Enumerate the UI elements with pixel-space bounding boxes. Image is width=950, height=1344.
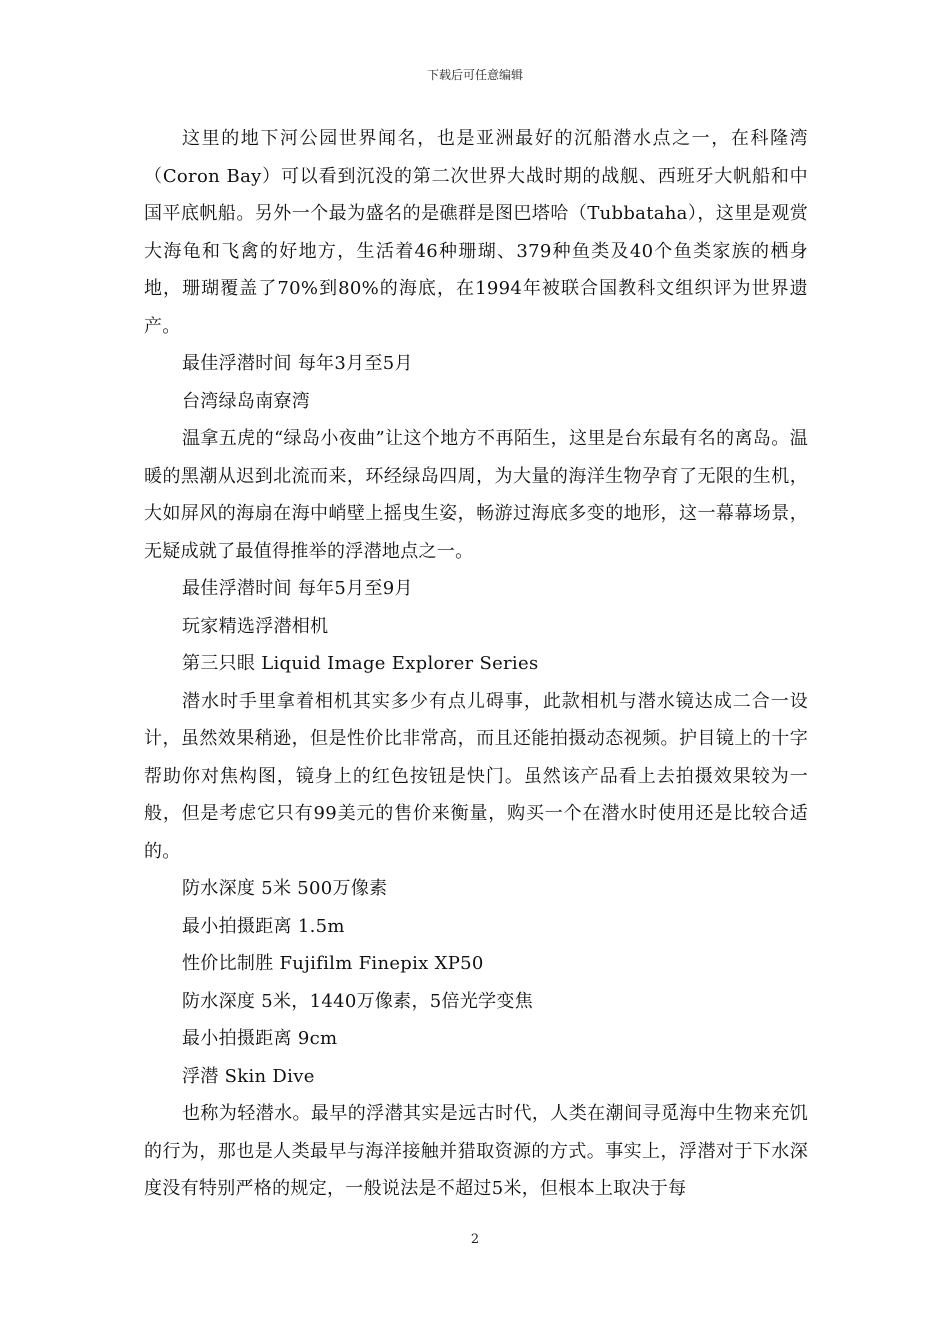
paragraph-6: 玩家精选浮潜相机: [182, 615, 329, 637]
paragraph-12: 防水深度 5米，1440万像素，5倍光学变焦: [182, 990, 534, 1012]
page-number: 2: [470, 1232, 480, 1247]
paragraph-2: 最佳浮潜时间 每年3月至5月: [182, 353, 413, 374]
page-header: 下载后可任意编辑: [426, 68, 523, 82]
document-body: [144, 120, 808, 1208]
paragraph-14: 浮潜 Skin Dive: [182, 1065, 315, 1087]
paragraph-9: 防水深度 5米 500万像素: [182, 878, 388, 899]
paragraph-15: 也称为轻潜水。最早的浮潜其实是远古时代，人类在潮间寻觅海中生物来充饥的行为，那也是人类最早与海洋接触并猎取资源的方式。事实上，浮潜对于下水深度没有特别严格的规定，一般说法是不超过5米，但根本上取决于每: [144, 1103, 808, 1199]
paragraph-10: 最小拍摄距离 1.5m: [182, 915, 345, 937]
paragraph-11: 性价比制胜 Fujifilm Finepix XP50: [182, 953, 484, 974]
paragraph-5: 最佳浮潜时间 每年5月至9月: [182, 578, 413, 599]
paragraph-7: 第三只眼 Liquid Image Explorer Series: [182, 653, 539, 674]
paragraph-1: 这里的地下河公园世界闻名，也是亚洲最好的沉船潜水点之一，在科隆湾（Coron Bay）可以看到沉没的第二次世界大战时期的战舰、西班牙大帆船和中国平底帆船。另外一个最为盛名的是礁群是图巴塔哈（Tubbataha），这里是观赏大海龟和飞禽的好地方，生活着46种珊瑚、379种鱼类及40个鱼类家族的栖身地，珊瑚覆盖了70%到80%的海底，在1994年被联合国教科文组织评为世界遗产。: [144, 128, 808, 337]
paragraph-3: 台湾绿岛南寮湾: [182, 390, 311, 412]
paragraph-4: 温拿五虎的“绿岛小夜曲”让这个地方不再陌生，这里是台东最有名的离岛。温暖的黑潮从迟到北流而来，环经绿岛四周，为大量的海洋生物孕育了无限的生机，大如屏风的海扇在海中峭壁上摇曳生姿，畅游过海底多变的地形，这一幕幕场景，无疑成就了最值得推举的浮潜地点之一。: [144, 428, 808, 562]
paragraph-13: 最小拍摄距离 9cm: [182, 1028, 338, 1049]
paragraph-8: 潜水时手里拿着相机其实多少有点儿碍事，此款相机与潜水镜达成二合一设计，虽然效果稍逊，但是性价比非常高，而且还能拍摄动态视频。护目镜上的十字帮助你对焦构图，镜身上的红色按钮是快门。虽然该产品看上去拍摄效果较为一般，但是考虑它只有99美元的售价来衡量，购买一个在潜水时使用还是比较合适的。: [144, 690, 808, 862]
